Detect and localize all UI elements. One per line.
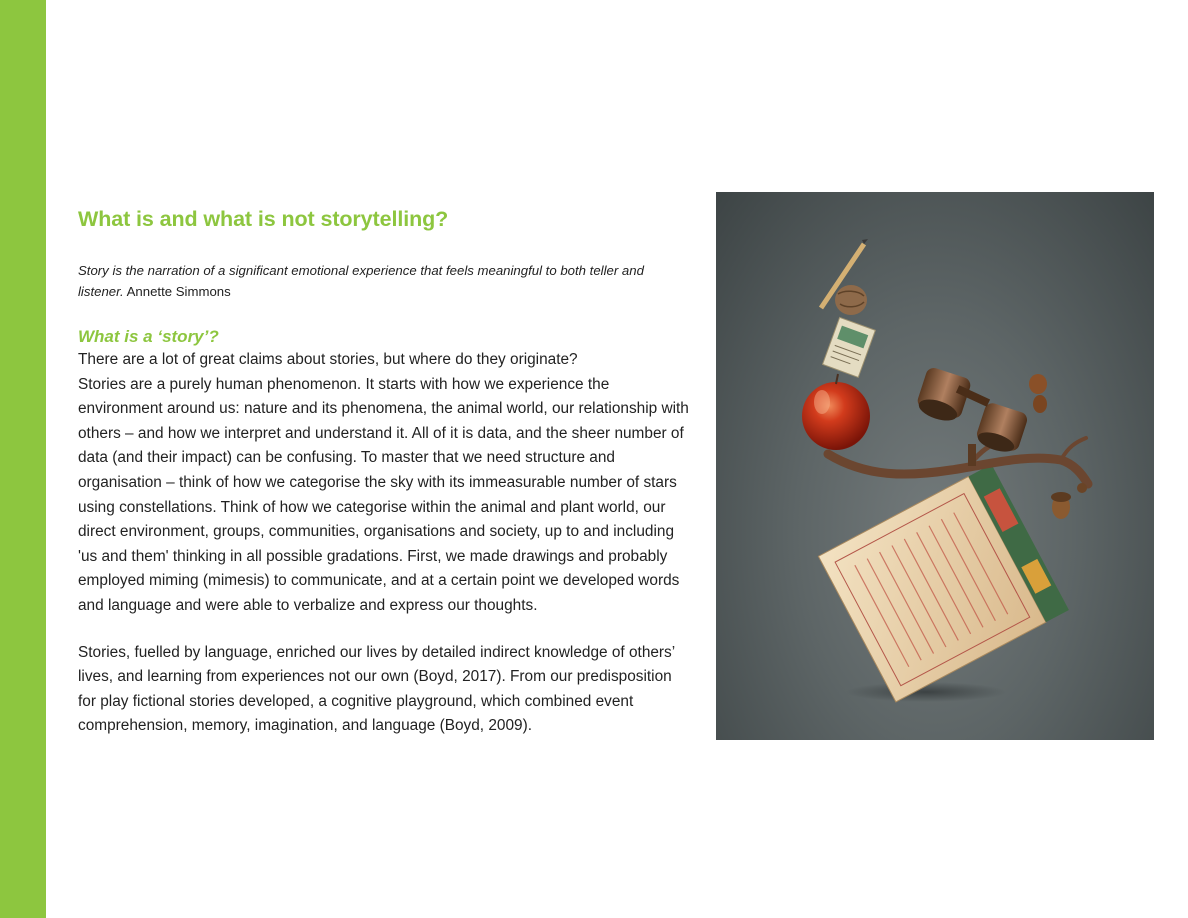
- balanced-objects-illustration: [716, 192, 1154, 740]
- page-title: What is and what is not storytelling?: [78, 207, 449, 231]
- acorn-top: [1029, 374, 1047, 413]
- intro-line: There are a lot of great claims about stories, but where do they originate?: [78, 351, 578, 368]
- body-paragraph-1: Stories are a purely human phenomenon. It starts with how we experience the environment around us: nature and its phenomena, the animal world, our relationship with others – and how we interpret and understand it. All of it is data, and the sheer number of data (and their impact) can be confusing. To master that we need structure and organisation – think of how we categorise the sky with its immeasurable number of stars using constellations. Think of how we categorise within the animal and plant world, our direct environment, groups, communities, organisations and society, up to and including 'us and them' thinking in all possible gradations. First, we made drawings and probably employed miming (mimesis) to communicate, and at a certain point we developed words and language and were able to verbalize and express our thoughts.: [78, 375, 689, 614]
- epigraph-quote: [78, 260, 693, 302]
- article: [78, 203, 693, 739]
- book: [818, 464, 1069, 702]
- quote-author: Annette Simmons: [126, 284, 231, 299]
- opera-binoculars: [916, 366, 1029, 466]
- branch: [828, 454, 1088, 484]
- acorn-small: [1077, 483, 1087, 493]
- accent-sidebar: [0, 0, 46, 918]
- balanced-objects-photo: [716, 192, 1154, 740]
- apple: [802, 374, 870, 450]
- ticket-card: [823, 317, 876, 377]
- acorn-right: [1051, 492, 1071, 519]
- quote-text: Story is the narration of a significant emotional experience that feels meaningful to both teller and listener.: [78, 263, 644, 299]
- section-heading: What is a ‘story’?: [78, 327, 219, 346]
- walnut: [835, 285, 867, 315]
- body-paragraph-2: Stories, fuelled by language, enriched our lives by detailed indirect knowledge of others’ lives, and learning from experiences not our own (Boyd, 2017). From our predisposition for play fictional stories developed, a cognitive playground, which combined event comprehension, memory, imagination, and language (Boyd, 2009).: [78, 643, 675, 735]
